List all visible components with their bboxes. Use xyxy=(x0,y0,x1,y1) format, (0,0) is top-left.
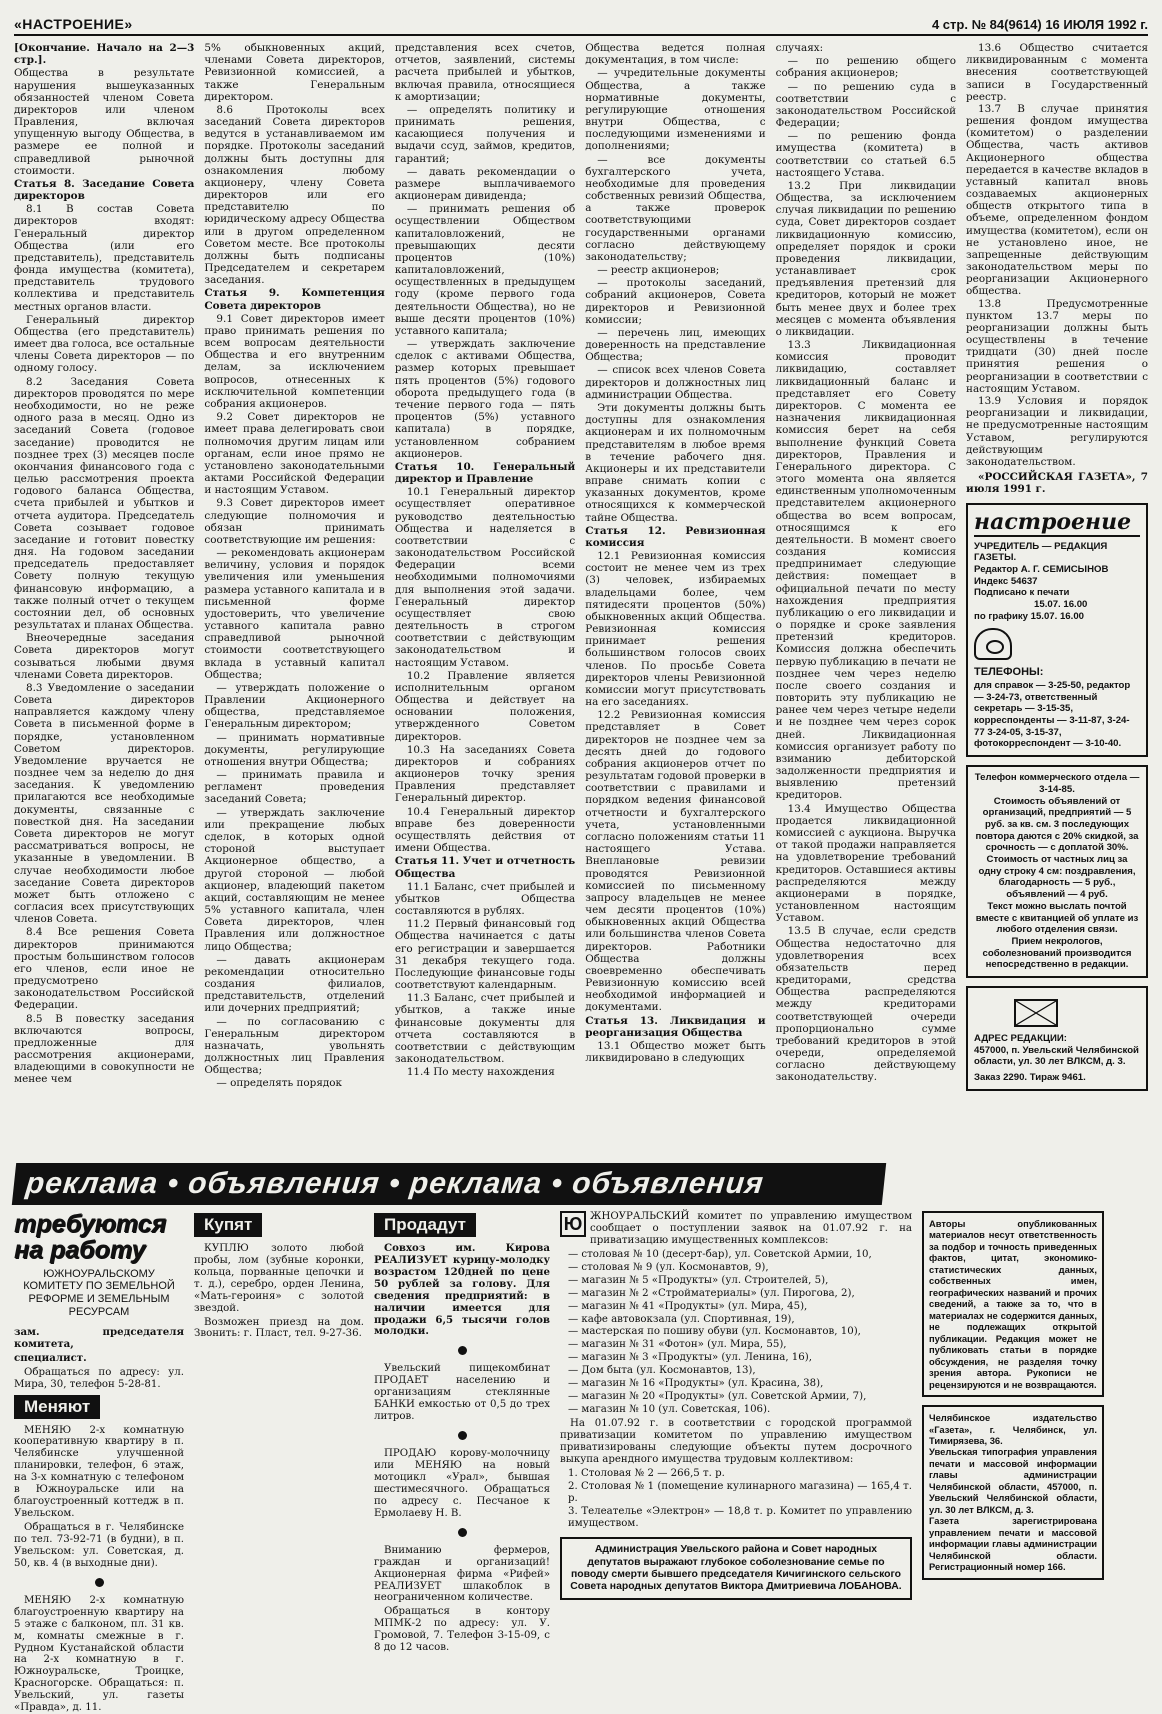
paragraph: 10.1 Генеральный директор осуществляет оперативное руководство деятельностью Общества и наделяется в соответствии с законодательством Российской Федерации всеми необходимыми полномочиями для выполнения этой задачи. Генеральный директор осуществляет свою деятельность в строгом соответствии с действующим законодательством и настоящим Уставом. xyxy=(394,486,576,669)
sell-ad: ПРОДАЮ корову-молочницу или МЕНЯЮ на новый мотоцикл «Урал», бывшая шестимесячного. Обращаться по адресу с. Песчаное к Ермолаеву Н. В. xyxy=(374,1448,550,1519)
paragraph: 8.5 В повестку заседания включаются вопросы, предложенные для рассмотрения акционерами, владеющими в совокупности не менее чем xyxy=(14,1012,195,1086)
buy-contact: Возможен приезд на дом. Звонить: г. Пласт, тел. 9-27-36. xyxy=(194,1316,364,1340)
paragraph: — по согласованию с Генеральным директором назначать, увольнять должностных лиц Правления Общества; xyxy=(204,1015,385,1077)
paragraph: — по решению общего собрания акционеров; xyxy=(775,55,957,80)
separator-dot xyxy=(458,1431,467,1440)
schedule-line: по графику 15.07. 16.00 xyxy=(974,610,1084,622)
paragraph: 10.3 На заседаниях Совета директоров и собраниях акционеров точку зрения Правления представляет Генеральный директор. xyxy=(394,743,576,805)
jobs-rubric: требуются на работу xyxy=(14,1210,167,1265)
imprint-logo: настроение xyxy=(974,510,1140,536)
phones-list: для справок — 3-25-50, редактор — 3-24-73, ответственный секретарь — 3-15-35, корреспонденты — 3-11-87, 3-24-77 3-24-05, 3-15-37, фотокорреспондент — 3-10-40. xyxy=(974,679,1131,750)
paragraph: — по решению суда в соответствии с законодательством Российской Федерации; xyxy=(775,80,957,130)
sell-rubric: Продадут xyxy=(374,1213,476,1237)
list-item: 3. Телеателье «Электрон» — 18,8 т. р. Комитет по управлению имуществом. xyxy=(568,1505,912,1529)
paragraph: — утверждать заключение сделок с активами Общества, размер которых превышает пять процентов (5%) годового оборота предыдущего года (в течение первого года — пять процентов (5%) уставного капитала) в порядке, установленном собранием акционеров. xyxy=(394,338,576,460)
list-item: — столовая № 9 (ул. Космонавтов, 9), xyxy=(568,1261,769,1273)
paragraph: — протоколы заседаний, собраний акционеров, Совета директоров и Ревизионной комиссии; xyxy=(585,277,766,326)
paragraph: 12.1 Ревизионная комиссия состоит не менее чем из трех (3) человек, избираемых владельцами более, чем пятидесяти процентов (50%) обыкновенных акций Общества. Ревизионная комиссия принимает решения большинством голосов своих членов. По просьбе Совета директоров члены Ревизионной комиссии могут присутствовать на его заседаниях. xyxy=(585,550,766,709)
paragraph: 13.2 При ликвидации Общества, за исключением случая ликвидации по решению суда, Совет директоров создает ликвидационную комиссию, определяет порядок и сроки проведения ликвидации, устанавливает срок предъявления претензий для кредиторов, который не может быть менее двух и более трех месяцев с момента объявления о ликвидации. xyxy=(775,179,957,338)
paragraph: — давать акционерам рекомендации относительно создания филиалов, представительств, отделений или дочерних предприятий; xyxy=(204,953,385,1015)
article-heading: Статья 13. Ликвидация и реорганизация Общества xyxy=(585,1014,766,1039)
paragraph: 9.2 Совет директоров не имеет права делегировать свои полномочия другим лицам или органам, если иное прямо не установлено законодательными актами Российской Федерации и настоящим Уставом. xyxy=(204,411,385,497)
ads-column-1 xyxy=(14,1210,184,1714)
paragraph: 13.8 Предусмотренные пунктом 13.7 меры по реорганизации должны быть осуществлены в течение тридцати (30) дней после принятия решения о реорганизации в соответствии с настоящим Уставом. xyxy=(966,297,1149,395)
issue-info: 4 стр. № 84(9614) 16 ИЮЛЯ 1992 г. xyxy=(931,16,1148,32)
address-title: АДРЕС РЕДАКЦИИ: xyxy=(974,1033,1067,1045)
paragraph: — по решению фонда имущества (комитета) в соответствии со статьей 6.5 настоящего Устава. xyxy=(775,130,957,179)
privatized-list xyxy=(568,1468,912,1530)
paragraph: 13.4 Имущество Общества продается ликвидационной комиссией с аукциона. Выручка от такой продажи направляется на удовлетворение требований кредиторов. Оставшиеся активы распределяются между акционерами в порядке, установленном настоящим Уставом. xyxy=(775,802,957,925)
paragraph: 8.2 Заседания Совета директоров проводятся по мере необходимости, но не реже одного раза в месяц. Одно из заседаний Совета (годовое заседание) проводится не позднее трех (3) месяцев после окончания финансового года с целью рассмотрения проекта годового баланса Общества, счета прибылей и убытков и отчета аудитора. Председатель Совета созывает годовое заседание и готовит повестку дня. На годовом заседании председатель предоставляет Совету полную текущую финансовую информацию, а также полный отчет о текущем состоянии дел, об основных результатах и планах Общества. xyxy=(14,375,195,632)
printer-line: Увельская типография управления печати и массовой информации главы администрации Челябинской области, 457000, п. Увельский Челябинской области, ул. 30 лет ВЛКСМ, д. 3. xyxy=(929,1446,1097,1515)
list-item: — магазин № 5 «Продукты» (ул. Строителей, 5), xyxy=(568,1274,829,1286)
buy-rubric: Купят xyxy=(194,1213,262,1237)
paragraph: 9.3 Совет директоров имеет следующие полномочия и обязан принимать соответствующие им решения: xyxy=(204,497,385,546)
list-item: — магазин № 31 «Фотон» (ул. Мира, 55), xyxy=(568,1339,787,1351)
paragraph: — перечень лиц, имеющих доверенность на представление Общества; xyxy=(585,326,766,364)
paragraph: — определять порядок xyxy=(216,1077,343,1090)
paragraph: — реестр акционеров; xyxy=(597,264,720,277)
paragraph: — все документы бухгалтерского учета, необходимые для проведения собственных ревизий Общества, а также проверок соответствующими государственными органами согласно действующему законодательству; xyxy=(585,153,766,263)
signed-time: 15.07. 16.00 xyxy=(1034,599,1088,611)
ads-column-4 xyxy=(560,1211,912,1673)
paragraph: представления всех счетов, отчетов, заявлений, системы расчета прибылей и убытков, включая правила, относящиеся к амортизации; xyxy=(394,42,576,103)
ads-section xyxy=(14,1210,1148,1714)
sell-ad: Вниманию фермеров, граждан и организаций! Акционерная фирма «Рифей» РЕАЛИЗУЕТ шлакоблок в неограниченном количестве. xyxy=(374,1544,550,1604)
jobs-org: ЮЖНОУРАЛЬСКОМУ КОМИТЕТУ ПО ЗЕМЕЛЬНОЙ РЕФОРМЕ И ЗЕМЕЛЬНЫМ РЕСУРСАМ xyxy=(23,1267,175,1319)
org-prices: Стоимость объявлений от организаций, предприятий — 5 руб. за кв. см. 3 последующих повтора даются с 20% скидкой, за срочность — с доплатой 30%. xyxy=(975,795,1139,854)
paragraph: 13.3 Ликвидационная комиссия проводит ликвидацию, составляет ликвидационный баланс и представляет его Совету директоров. С момента ее назначения ликвидационная комиссия берет на себя выполнение функций Совета директоров, Правления и Генерального директора. С этого момента она является единственным уполномоченным представителем акционерного общества во всем вопросам, относящимся к его деятельности. В момент своего создания комиссия предпринимает следующие действия: помещает в официальной печати по месту нахождения предприятия публикацию о его ликвидации и о порядке и сроке заявления претензий кредиторов. Комиссия должна обеспечить первую публикацию в печати не позднее чем через неделю после своего создания и повторить эту публикацию не ранее чем через четыре недели и не позднее чем через сорок дней. Ликвидационная комиссия организует работу по взиманию дебиторской задолженности предприятия и выявлению претензий кредиторов. xyxy=(775,339,957,802)
address-text: 457000, п. Увельский Челябинской области, ул. 30 лет ВЛКСМ, д. 3. xyxy=(974,1044,1139,1068)
paragraph: Эти документы должны быть доступны для ознакомления акционерам и их полномочным представителям в любое время в течение рабочего дня. Акционеры и их представители вправе снимать копии с указанных документов, кроме относящихся к коммерческой тайне Общества. xyxy=(585,401,766,524)
job-position: зам. председателя комитета, xyxy=(14,1325,184,1350)
paragraph: 8.3 Уведомление о заседании Совета директоров направляется каждому члену Совета в письменной форме в порядке, установленном Советом директоров. Уведомление вручается не позднее чем за неделю до дня заседания. К уведомлению прилагаются все необходимые документы, связанные с повесткой дня. На заседании Совета директоров не могут рассматриваться вопросы, не указанные в уведомлении. В случае необходимости любое заседание Совета директоров может быть отложено с согласия всех присутствующих членов Совета. xyxy=(14,681,195,926)
imprint-box xyxy=(966,503,1148,757)
registration-line: Газета зарегистрирована управлением печати и массовой информации главы администрации Челябинской области. Регистрационный номер 166. xyxy=(929,1515,1097,1573)
exchange-ad: МЕНЯЮ 2-х комнатную благоустроенную квартиру на 5 этаже с балконом, пл. 31 кв. м, комнаты смежные в г. Рудном Кустанайской области на 2-х комнатную в г. Южноуральске, Троицке, Красногорске. Обращаться: п. Увельский, ул. газеты «Правда», д. 11. xyxy=(14,1594,184,1714)
exchange-rubric: Меняют xyxy=(14,1395,100,1419)
separator-dot xyxy=(458,1346,467,1355)
phones-title: ТЕЛЕФОНЫ: xyxy=(974,666,1044,679)
source-credit: «РОССИЙСКАЯ ГАЗЕТА», 7 июля 1991 г. xyxy=(966,471,1149,496)
paragraph: 12.2 Ревизионная комиссия представляет в Совет директоров не позднее чем за десять дней до годового собрания акционеров отчет по результатам годовой проверки в соответствии с правилами и порядком ведения финансовой отчетности и бухгалтерского учета, установленными согласно положениям статьи 11 настоящего Устава. Внеплановые ревизии проводятся Ревизионной комиссией по письменному запросу владельцев не менее чем десяти процентов (10%) обыкновенных акций Общества или большинства членов Совета директоров. Работники Общества должны своевременно обеспечивать Ревизионную комиссию всей необходимой информацией и документами. xyxy=(585,709,766,1014)
ads-column-3 xyxy=(374,1211,550,1673)
exchange-contact: Обращаться в г. Челябинске по тел. 73-92-71 (в будни), в п. Увельском: ул. Советская, д. 50, кв. 4 (в выходные дни). xyxy=(14,1522,184,1569)
article-heading: Статья 11. Учет и отчетность Общества xyxy=(394,855,576,880)
sell-ad: Увельский пищекомбинат ПРОДАЕТ населению и организациям стеклянные БАНКИ емкостью от 0,5 до трех литров. xyxy=(374,1363,550,1423)
text-column-3 xyxy=(395,42,575,1159)
envelope-icon xyxy=(1014,999,1058,1027)
paragraph: 8.6 Протоколы всех заседаний Совета директоров ведутся в устанавливаемом им порядке. Протоколы заседаний должны быть доступны для ознакомления любому акционеру, члену Совета директоров или его представителю по юридическому адресу Общества или в другом определенном Советом месте. Все протоколы должны быть подписаны Председателем и секретарем заседания. xyxy=(204,103,385,287)
paragraph: 10.2 Правление является исполнительным органом Общества и действует на основании положения, утвержденного Советом директоров. xyxy=(394,669,576,743)
authors-note-box: Авторы опубликованных материалов несут ответственность за подбор и точность приведенных фактов, цитат, экономико-статистических данных, собственных имен, географических названий и прочих сведений, а также за то, что в материалах не содержится данных, не подлежащих открытой публикации. Редакция может не публиковать статьи в порядке обсуждения, не разделяя точку зрения автора. Рукописи не рецензируются и не возвращаются. xyxy=(922,1211,1104,1397)
telephone-icon xyxy=(974,628,1012,660)
paragraph: — учредительные документы Общества, а также нормативные документы, регулирующие отношения внутри Общества, с последующими изменениями и дополнениями; xyxy=(585,67,766,153)
list-item: — мастерская по пошиву обуви (ул. Космонавтов, 10), xyxy=(568,1326,861,1338)
order-circulation: Заказ 2290. Тираж 9461. xyxy=(974,1072,1086,1084)
separator-dot xyxy=(95,1578,104,1587)
mail-note: Текст можно выслать почтой вместе с квитанцией об уплате из любого отделения связи. xyxy=(975,900,1139,936)
address-box xyxy=(966,986,1148,1091)
list-item: — столовая № 10 (десерт-бар), ул. Советской Армии, 10, xyxy=(568,1248,872,1260)
paragraph: Внеочередные заседания Совета директоров могут созываться любыми двумя членами Совета директоров. xyxy=(14,632,195,681)
exchange-ad: МЕНЯЮ 2-х комнатную кооперативную квартиру в п. Челябинске улучшенной планировки, телефон, 6 этаж, на 3-х комнатную с телефоном в Южноуральске или на благоустроенный коттедж в п. Увельском. xyxy=(14,1424,184,1520)
commercial-phone: Телефон коммерческого отдела — 3-14-85. xyxy=(974,772,1140,795)
paragraph: — рекомендовать акционерам величину, условия и порядок увеличения или уменьшения размера уставного капитала и в письменной форме удостоверить, что увеличение уставного капитала равно справедливой рыночной стоимости соответствующего вклада в уставный капитал Общества; xyxy=(204,547,385,681)
paragraph: Общества в результате нарушения вышеуказанных обязанностей членом Совета директоров или членом Правления, включая упущенную выгоду Общества, в размере ее полной и справедливой рыночной стоимости. xyxy=(14,67,195,177)
paragraph: 13.5 В случае, если средств Общества недостаточно для удовлетворения всех обязательств перед кредиторами, средства Общества распределяются между кредиторами соответствующей очереди пропорционально сумме требований кредиторов в этой очереди, определяемой согласно действующему законодательству. xyxy=(775,925,957,1084)
ads-banner: реклама • объявления • реклама • объявления xyxy=(12,1163,886,1205)
list-item: — магазин № 16 «Продукты» (ул. Красина, 38), xyxy=(568,1378,824,1390)
paragraph: Генеральный директор Общества (его представитель) имеет два голоса, все остальные члены Совета директоров — по одному голосу. xyxy=(14,313,195,375)
paragraph: случаях: xyxy=(775,42,824,54)
privatization-result: На 01.07.92 г. в соответствии с городской программой приватизации комитетом по управлению имуществом приватизированы следующие объекты путем досрочного выкупа арендного имущества трудовым коллективом: xyxy=(560,1418,912,1465)
sell-contact: Обращаться в контору МПМК-2 по адресу: ул. У. Громовой, 7. Телефон 3-15-09, с 8 до 12 часов. xyxy=(374,1606,550,1654)
ads-column-5 xyxy=(922,1211,1104,1673)
list-item: — магазин № 10 (ул. Советская, 106). xyxy=(568,1404,771,1416)
list-item: — магазин № 41 «Продукты» (ул. Мира, 45), xyxy=(568,1300,808,1312)
publisher-line: Челябинское издательство «Газета», г. Челябинск, ул. Тимирязева, 36. xyxy=(929,1412,1097,1446)
paragraph: 13.9 Условия и порядок реорганизации и ликвидации, не предусмотренные настоящим Уставом, регулируются действующим законодательством. xyxy=(966,394,1149,468)
continuation-note: [Окончание. Начало на 2—3 стр.]. xyxy=(14,42,195,67)
paragraph: — утверждать заключение или прекращение любых сделок, в которых одной стороной выступает Акционерное общество, а другой стороной — любой акционер, владеющий пакетом акций, составляющим не менее 5% уставного капитала, член Совета директоров, член Правления или должностное лицо Общества; xyxy=(204,806,385,953)
paragraph: — определять политику и принимать решения, касающиеся получения и выдачи ссуд, займов, кредитов, гарантий; xyxy=(394,103,576,165)
charter-ending xyxy=(966,42,1148,495)
text-column-2 xyxy=(204,42,384,1159)
separator-dot xyxy=(458,1528,467,1537)
editor-line: Редактор А. Г. СЕМИСЫНОВ xyxy=(974,563,1109,575)
page-header xyxy=(14,10,1148,36)
condolence-box: Администрация Увельского района и Совет народных депутатов выражают глубокое соболезнование семье по поводу смерти бывшего председателя Кичигинского сельского Совета народных депутатов Виктора Дмитриевича ЛОБАНОВА. xyxy=(560,1537,912,1600)
paragraph: — принимать нормативные документы, регулирующие отношения внутри Общества; xyxy=(204,731,385,768)
article-heading: Статья 8. Заседание Совета директоров xyxy=(14,177,195,203)
paragraph: 13.6 Общество считается ликвидированным с момента внесения соответствующей записи в Государственный реестр. xyxy=(966,42,1149,103)
paragraph: 11.4 По месту нахождения xyxy=(406,1066,555,1079)
list-item: — Дом быта (ул. Космонавтов, 13), xyxy=(568,1365,756,1377)
list-item: — кафе автовокзала (ул. Спортивная, 19), xyxy=(568,1313,795,1325)
paragraph: 5% обыкновенных акций, членами Совета директоров, Ревизионной комиссией, а также Генеральным директором. xyxy=(204,42,385,103)
paragraph: 11.1 Баланс, счет прибылей и убытков Общества составляются в рублях. xyxy=(394,880,576,918)
sell-ad: Совхоз им. Кирова РЕАЛИЗУЕТ курицу-молодку возрастом 120дней по цене 50 рублей за голову. Для сведения предприятий: в наличии имеется для продажи 6,5 тысячи голов молодки. xyxy=(374,1241,550,1338)
signed-line: Подписано к печати xyxy=(974,587,1070,599)
privatization-intro: ЖНОУРАЛЬСКИЙ комитет по управлению имуществом сообщает о поступлении заявок на 01.07.92 г. на приватизацию имущественных комплексов: xyxy=(590,1211,912,1246)
ads-column-2 xyxy=(194,1211,364,1673)
paragraph: 8.1 В состав Совета директоров входят: Генеральный директор Общества (или его представитель), представитель фонда имущества (комитета), представитель трудового коллектива и представитель местных органов власти. xyxy=(14,203,195,313)
paragraph: 10.4 Генеральный директор вправе без доверенности осуществлять действия от имени Общества. xyxy=(394,805,576,855)
buy-ad: КУПЛЮ золото любой пробы, лом (зубные коронки, кольца, порванные цепочки и т. д.), серебро, орден Ленина, «Мать-героиня» с золотой звездой. xyxy=(194,1242,364,1314)
paragraph: 13.7 В случае принятия решения фондом имущества (комитетом) о разделении Общества, часть активов Акционерного общества передается в качестве вкладов в уставный капитал вновь создаваемых акционерных обществ открытого типа в объеме, определенном фондом имущества (комитетом), если он не установлено иное, не запрещенные действующим законодательством меры по реорганизации Акционерного общества. xyxy=(966,102,1149,298)
list-item: 1. Столовая № 2 — 266,5 т. р. xyxy=(568,1467,725,1479)
paragraph: — давать рекомендации о размере выплачиваемого акционерам дивиденда; xyxy=(394,165,576,203)
job-contact: Обращаться по адресу: ул. Мира, 30, телефон 5-28-81. xyxy=(14,1366,184,1390)
paragraph: 11.2 Первый финансовый год Общества начинается с даты его регистрации и завершается 31 декабря текущего года. Последующие финансовые годы соответствуют календарным. xyxy=(394,918,576,992)
paragraph: — принимать правила и регламент проведения заседаний Совета; xyxy=(204,769,385,806)
private-prices: Стоимость от частных лиц за одну строку 4 см: поздравления, благодарность — 5 руб., объявлений — 4 руб. xyxy=(978,854,1136,901)
printing-info-box xyxy=(922,1405,1104,1580)
list-item: — магазин № 2 «Стройматериалы» (ул. Пирогова, 2), xyxy=(568,1287,855,1299)
masthead: «НАСТРОЕНИЕ» xyxy=(14,15,133,32)
index-line: Индекс 54637 xyxy=(974,575,1038,587)
privatization-notice xyxy=(560,1211,912,1529)
paragraph: — список всех членов Совета директоров и должностных лиц администрации Общества. xyxy=(585,364,766,401)
charter-text-area xyxy=(14,42,1148,1159)
ads-price-box xyxy=(966,765,1148,978)
privatization-list xyxy=(568,1249,912,1416)
paragraph: 11.3 Баланс, счет прибылей и убытков, а также иные финансовые документы для отчета составляются в соответствии с действующим законодательством. xyxy=(394,992,576,1066)
job-position: специалист. xyxy=(14,1351,87,1364)
list-item: 2. Столовая № 1 (помещение кулинарного магазина) — 165,4 т. р. xyxy=(568,1480,912,1504)
paragraph: — принимать решения об осуществлении Обществом капиталовложений, не превышающих десяти процентов (10%) капиталовложений, осуществленных в предыдущем году (кроме первого года деятельности Общества), но не выше десяти процентов (10%) уставного капитала; xyxy=(394,203,576,337)
paragraph: — утверждать положение о Правлении Акционерного общества, представляемое Генеральным директором; xyxy=(204,681,385,731)
founder-line: УЧРЕДИТЕЛЬ — РЕДАКЦИЯ ГАЗЕТЫ. xyxy=(974,540,1108,564)
list-item: — магазин № 3 «Продукты» (ул. Ленина, 16), xyxy=(568,1352,812,1364)
paragraph: Общества ведется полная документация, в том числе: xyxy=(585,42,766,67)
text-column-5 xyxy=(776,42,956,1159)
committee-initial: Ю xyxy=(560,1211,586,1237)
text-column-1 xyxy=(14,42,194,1159)
article-heading: Статья 10. Генеральный директор и Правление xyxy=(394,460,576,486)
list-item: — магазин № 20 «Продукты» (ул. Советской Армии, 7), xyxy=(568,1391,867,1403)
right-sidebar xyxy=(966,42,1148,1159)
obituary-note: Прием некрологов, соболезнований производится непосредственно в редакции. xyxy=(982,935,1132,971)
article-heading: Статья 9. Компетенция Совета директоров xyxy=(204,287,385,312)
paragraph: 9.1 Совет директоров имеет право принимать решения по всем вопросам деятельности Общества и его внутренним делам, за исключением вопросов, отнесенных к исключительной компетенции собрания акционеров. xyxy=(204,312,385,410)
article-heading: Статья 12. Ревизионная комиссия xyxy=(585,524,766,549)
text-column-4 xyxy=(585,42,765,1159)
paragraph: 8.4 Все решения Совета директоров принимаются простым большинством голосов его членов, если иное не предусмотрено законодательством Российской Федерации. xyxy=(14,926,195,1012)
paragraph: 13.1 Общество может быть ликвидировано в следующих xyxy=(585,1039,766,1065)
